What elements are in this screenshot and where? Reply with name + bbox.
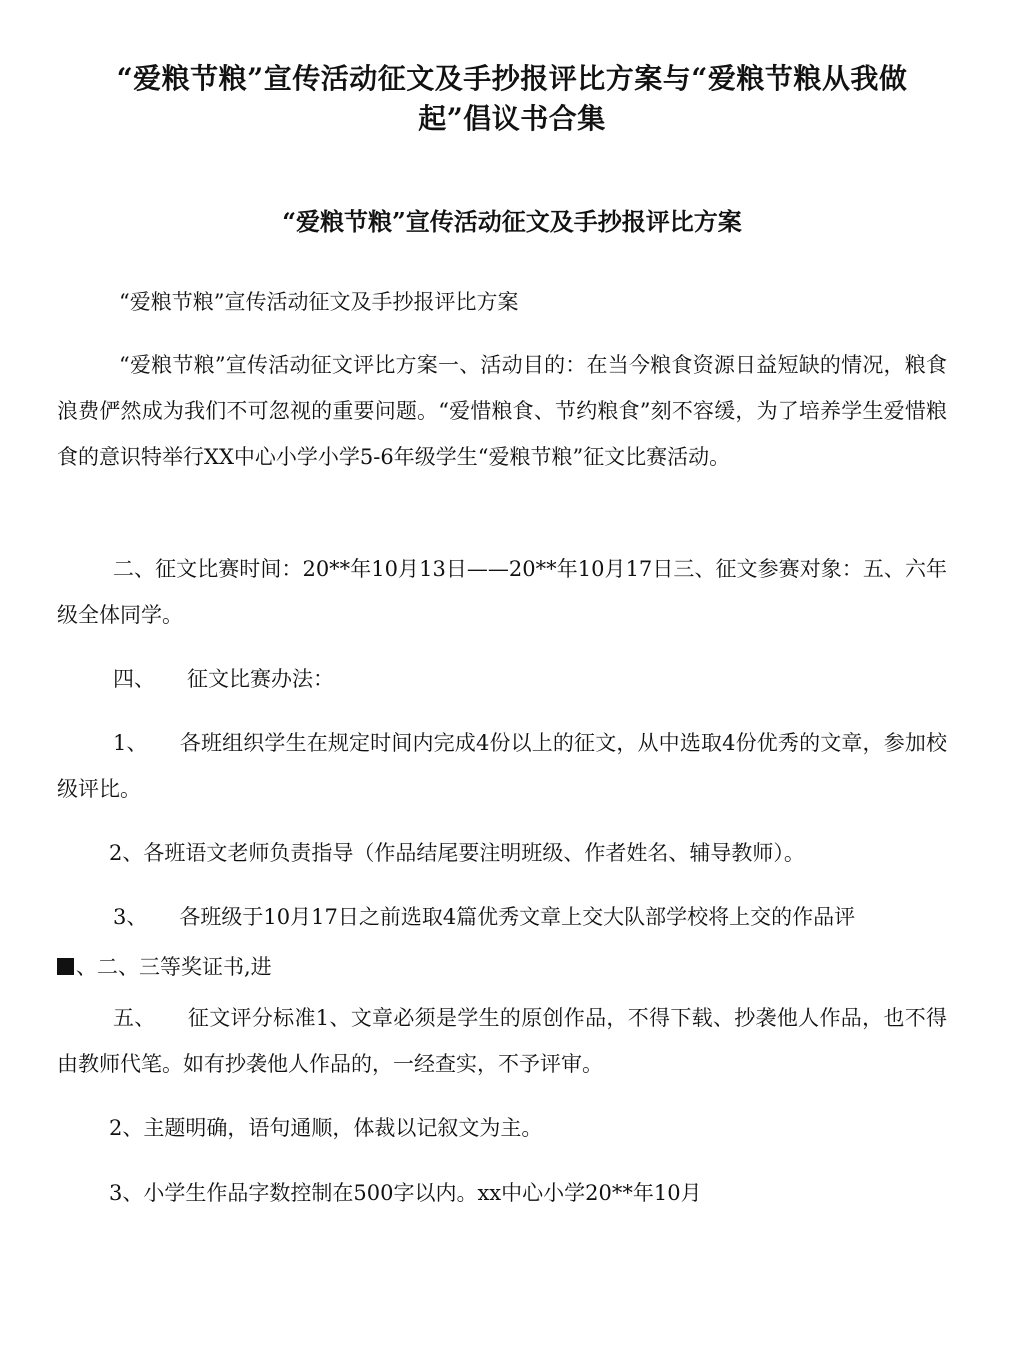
item-1-paragraph <box>57 720 947 812</box>
document-subtitle: “爱粮节粮”宣传活动征文及手抄报评比方案 <box>282 206 742 236</box>
item-1-text: 各班组织学生在规定时间内完成4份以上的征文，从中选取4份优秀的文章，参加校级评比。 <box>57 731 947 801</box>
award-line <box>57 944 947 990</box>
criteria-paragraph <box>57 995 947 1087</box>
method-paragraph <box>57 656 947 702</box>
intro-paragraph: “爱粮节粮”宣传活动征文评比方案一、活动目的：在当今粮食资源日益短缺的情况，粮食浪费俨然成为我们不可忽视的重要问题。“爱惜粮食、节约粮食”刻不容缓，为了培养学生爱惜粮食的意识特举行XX中心小学小学5-6年级学生“爱粮节粮”征文比赛活动。 <box>57 353 947 469</box>
item-3-label: 3、 <box>113 905 148 929</box>
criteria-2-paragraph: 2、主题明确，语句通顺，体裁以记叙文为主。 <box>109 1116 543 1140</box>
item-3-text: 各班级于10月17日之前选取4篇优秀文章上交大队部学校将上交的作品评 <box>179 905 856 929</box>
document-title: “爱粮节粮”宣传活动征文及手抄报评比方案与“爱粮节粮从我做起”倡议书合集 <box>116 61 908 135</box>
time-target-paragraph: 二、征文比赛时间：20**年10月13日——20**年10月17日三、征文参赛对象：五、六年级全体同学。 <box>57 557 947 627</box>
criteria-3-paragraph: 3、小学生作品字数控制在500字以内。xx中心小学20**年10月 <box>109 1181 702 1205</box>
criteria-text: 征文评分标准1、文章必须是学生的原创作品，不得下载、抄袭他人作品，也不得由教师代笔。如有抄袭他人作品的，一经查实，不予评审。 <box>57 1006 948 1076</box>
item-3-paragraph <box>57 894 947 940</box>
method-text: 征文比赛办法： <box>187 667 334 691</box>
section-heading: “爱粮节粮”宣传活动征文及手抄报评比方案 <box>119 290 519 314</box>
item-2-paragraph: 2、各班语文老师负责指导（作品结尾要注明班级、作者姓名、辅导教师）。 <box>109 841 805 865</box>
criteria-label: 五、 <box>113 1006 156 1030</box>
square-bullet-icon <box>57 958 74 975</box>
item-1-label: 1、 <box>113 731 148 755</box>
award-text: 、二、三等奖证书,进 <box>76 955 272 979</box>
method-label: 四、 <box>113 667 155 691</box>
